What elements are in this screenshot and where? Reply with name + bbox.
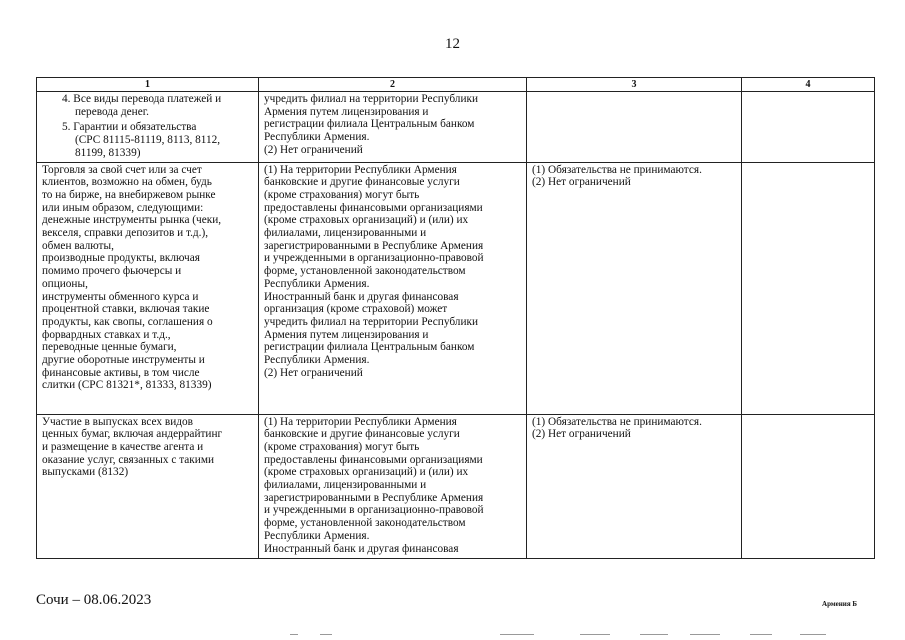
- scan-mark: [290, 634, 298, 635]
- cell-additional: [742, 162, 875, 414]
- text-line: (2) Нет ограничений: [264, 143, 363, 156]
- text-line: перевода денег.: [75, 105, 149, 118]
- scan-mark: [580, 634, 610, 635]
- text-line: выпусками (8132): [42, 466, 129, 479]
- text-line: то на бирже, на внебиржевом рынке: [42, 188, 216, 201]
- text-line: помимо прочего фьючерсы и: [42, 265, 182, 278]
- text-line: (1) Обязательства не принимаются.: [532, 415, 702, 428]
- text-line: банковские и другие финансовые услуги: [264, 428, 460, 441]
- scan-mark: [320, 634, 332, 635]
- text-line: (1) Обязательства не принимаются.: [532, 163, 702, 176]
- text-line: и размещение в качестве агента и: [42, 440, 204, 453]
- text-line: (кроме страхования) могут быть: [264, 440, 420, 453]
- text-line: процентной ставки, включая такие: [42, 303, 210, 316]
- text-line: опционы,: [42, 277, 88, 290]
- cell-national-treatment: [527, 92, 742, 163]
- text-line: продукты, как свопы, соглашения о: [42, 315, 213, 328]
- text-line: слитки (СРС 81321*, 81333, 81339): [42, 379, 212, 392]
- text-line: Участие в выпусках всех видов: [42, 415, 193, 428]
- text-line: (кроме страхования) могут быть: [264, 188, 420, 201]
- page-number: 12: [445, 36, 460, 52]
- header-col-1: 1: [37, 78, 259, 92]
- scan-mark: [800, 634, 826, 635]
- text-line: Республики Армения.: [264, 277, 370, 290]
- text-line: учредить филиал на территории Республики: [264, 93, 479, 105]
- footer-document-code: Армения Б: [822, 600, 857, 608]
- cell-sector: [37, 162, 259, 414]
- text-line: (2) Нет ограничений: [264, 366, 363, 379]
- table-row: [37, 162, 875, 414]
- text-line: переводные ценные бумаги,: [42, 341, 177, 354]
- text-line: денежные инструменты рынка (чеки,: [42, 214, 222, 227]
- scan-mark: [750, 634, 772, 635]
- text-line: филиалами, лицензированными и: [264, 227, 427, 240]
- header-col-4: 4: [742, 78, 875, 92]
- footer-place-date: Сочи – 08.06.2023: [36, 592, 152, 608]
- table-row: [37, 92, 875, 163]
- text-line: (1) На территории Республики Армения: [264, 415, 457, 428]
- scan-mark: [690, 634, 720, 635]
- scan-artifact-marks: [280, 632, 900, 638]
- cell-additional: [742, 414, 875, 558]
- text-line: форме, установленной законодательством: [264, 517, 466, 530]
- table-header-row: [37, 78, 875, 92]
- cell-market-access: [259, 162, 527, 414]
- text-line: или иным образом, следующими:: [42, 201, 204, 214]
- text-line: зарегистрированными в Республике Армения: [264, 491, 484, 504]
- text-line: обмен валюты,: [42, 239, 114, 252]
- text-line: (2) Нет ограничений: [532, 428, 631, 441]
- text-line: форвардных ставках и т.д.,: [42, 328, 171, 341]
- text-line: (2) Нет ограничений: [532, 176, 631, 189]
- text-line: и учрежденными в организационно-правовой: [264, 504, 484, 517]
- text-line: банковские и другие финансовые услуги: [264, 176, 460, 189]
- services-commitments-table: [36, 77, 875, 559]
- text-line: Республики Армения.: [264, 131, 370, 144]
- text-line: учредить филиал на территории Республики: [264, 315, 479, 328]
- text-line: Армения путем лицензирования и: [264, 105, 429, 118]
- header-col-2: 2: [259, 78, 527, 92]
- scan-mark: [640, 634, 668, 635]
- cell-market-access: [259, 414, 527, 558]
- text-line: Иностранный банк и другая финансовая: [264, 542, 459, 555]
- text-line: Иностранный банк и другая финансовая: [264, 290, 459, 303]
- text-line: филиалами, лицензированными и: [264, 479, 427, 492]
- text-line: и учрежденными в организационно-правовой: [264, 252, 484, 265]
- text-line: Республики Армения.: [264, 529, 370, 542]
- text-line: регистрации филиала Центральным банком: [264, 118, 475, 131]
- text-line: (кроме страховых организаций) и (или) их: [264, 214, 469, 227]
- text-line: 81199, 81339): [75, 146, 141, 159]
- text-line: другие оборотные инструменты и: [42, 354, 205, 367]
- text-line: (СРС 81115-81119, 8113, 8112,: [75, 134, 221, 147]
- text-line: предоставлены финансовыми организациями: [264, 201, 483, 214]
- cell-additional: [742, 92, 875, 163]
- text-line: 4. Все виды перевода платежей и: [62, 93, 222, 105]
- text-line: (1) На территории Республики Армения: [264, 163, 457, 176]
- table-row: [37, 414, 875, 558]
- text-line: Торговля за свой счет или за счет: [42, 163, 202, 176]
- cell-sector: [37, 92, 259, 163]
- text-line: Армения путем лицензирования и: [264, 328, 429, 341]
- text-line: финансовые активы, в том числе: [42, 366, 200, 379]
- scan-mark: [500, 634, 534, 635]
- cell-national-treatment: [527, 414, 742, 558]
- cell-market-access: [259, 92, 527, 163]
- text-line: ценных бумаг, включая андеррайтинг: [42, 428, 223, 441]
- text-line: организация (кроме страховой) может: [264, 303, 448, 316]
- text-line: инструменты обменного курса и: [42, 290, 199, 303]
- text-line: предоставлены финансовыми организациями: [264, 453, 483, 466]
- text-line: зарегистрированными в Республике Армения: [264, 239, 484, 252]
- text-line: производные продукты, включая: [42, 252, 200, 265]
- text-line: клиентов, возможно на обмен, будь: [42, 176, 212, 189]
- text-line: векселя, справки депозитов и т.д.),: [42, 227, 209, 240]
- text-line: регистрации филиала Центральным банком: [264, 341, 475, 354]
- text-line: (кроме страховых организаций) и (или) их: [264, 466, 469, 479]
- cell-sector: [37, 414, 259, 558]
- header-col-3: 3: [527, 78, 742, 92]
- cell-national-treatment: [527, 162, 742, 414]
- text-line: 5. Гарантии и обязательства: [62, 121, 197, 134]
- text-line: Республики Армения.: [264, 354, 370, 367]
- text-line: форме, установленной законодательством: [264, 265, 466, 278]
- text-line: оказание услуг, связанных с такими: [42, 453, 215, 466]
